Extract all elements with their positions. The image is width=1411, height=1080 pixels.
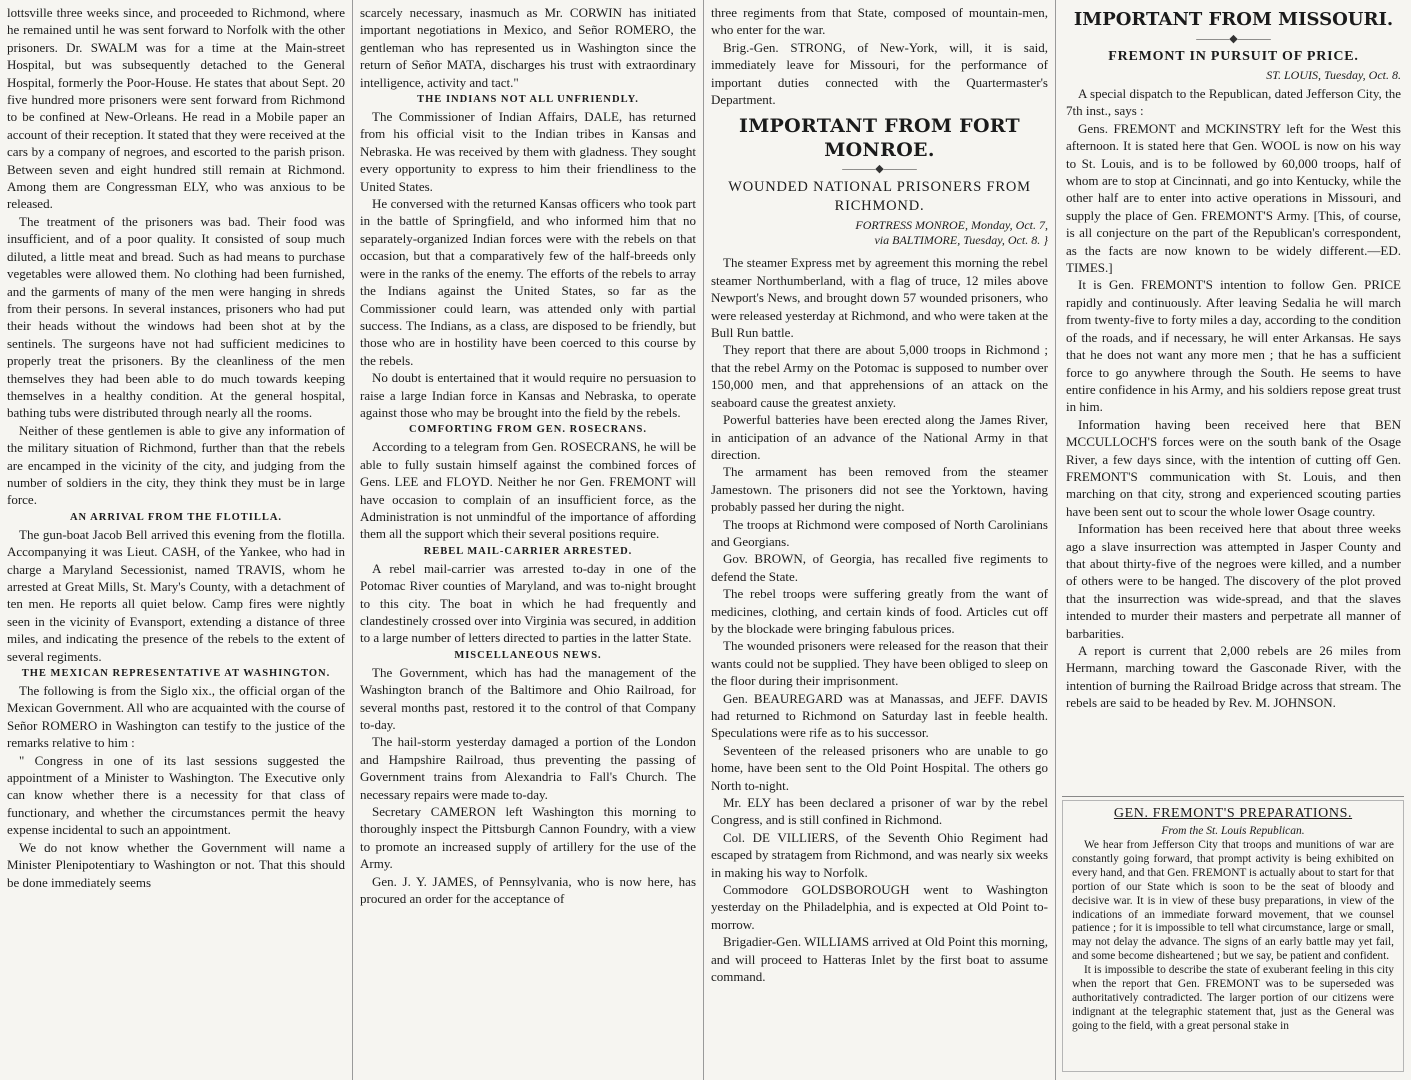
article-paragraph: scarcely necessary, inasmuch as Mr. CORWIN has initiated important negotiations in Mexico, and Señor ROMERO, the gentleman who has represented us in Washington since the return of Señor MATA, discharges his trust with extraordinary intelligence, activity and tact." <box>360 5 696 90</box>
dateline-line: FORTRESS MONROE, Monday, Oct. 7, <box>855 218 1048 233</box>
ornament-divider: ———◆——— <box>842 163 917 176</box>
section-subheading: THE INDIANS NOT ALL UNFRIENDLY. <box>417 94 639 106</box>
article-paragraph: three regiments from that State, composed of mountain-men, who enter for the war. <box>711 5 1048 38</box>
box-paragraph: We hear from Jefferson City that troops and munitions of war are constantly going forward, that prompt activity is being exhibited on every hand, and that Gen. FREMONT is actually about to start for that portion of our State which is soon to be the seat of bloody and decisive war. It is in view of these busy preparations, in view of the indications of an immediate forward movement, that we counsel patience ; for it is impossible to tell what circumstance, large or small, may not delay the advance. The signs of an early battle may yet fail, and some become disheartened ; but we say, be patient and confident. <box>1072 839 1394 963</box>
section-subheading: COMFORTING FROM GEN. ROSECRANS. <box>408 424 647 436</box>
ornament-divider: ———◆——— <box>1196 33 1271 45</box>
article-paragraph: The armament has been removed from the steamer Jamestown. The prisoners did not see the Yorktown, having probably passed her during the night. <box>711 464 1048 515</box>
article-paragraph: The gun-boat Jacob Bell arrived this evening from the flotilla. Accompanying it was Lieut. CASH, of the Yankee, who had in charge a Maryland Secessionist, named TRAVIS, whom he arrested at Great Mills, St. Mary's County, with a detachment of ten men. He reports all quiet below. Camp fires were nightly seen in the vicinity of Evansport, extending a distance of three miles, and indicating the presence of the rebels to the extent of several regiments. <box>7 526 345 664</box>
section-subheading: AN ARRIVAL FROM THE FLOTILLA. <box>69 511 283 523</box>
article-paragraph: The Commissioner of Indian Affairs, DALE, has returned from his official visit to the Indian tribes in Kansas and Nebraska. He was received by them with gladness. They sought every opportunity to express to him their friendliness to the United States. <box>360 109 696 194</box>
article-headline: IMPORTANT FROM MISSOURI. <box>1073 9 1394 30</box>
article-paragraph: A special dispatch to the Republican, dated Jefferson City, the 7th inst., says : <box>1066 86 1401 119</box>
article-paragraph: Information has been received here that about three weeks ago a slave insurrection was attempted in Jasper County and that about thirty-five of the negroes were killed, and a number of others were to be hanged. The discovery of the plot proved that the insurrection was wide-spread, and that the slaves intended to murder their masters and perpetrate all manner of barbarities. <box>1066 521 1401 641</box>
box-paragraph: It is impossible to describe the state of exuberant feeling in this city when the report that Gen. FREMONT was to be superseded was authoritatively contradicted. The larger portion of our citizens were indignant at the telegraphic statement that, just as the General was going to the field, with a great personal stake in <box>1072 964 1394 1032</box>
article-paragraph: According to a telegram from Gen. ROSECRANS, he will be able to fully sustain himself against the combined forces of Gens. LEE and FLOYD. Neither he nor Gen. FREMONT will have occasion to complain of an insufficient force, as the Administration is not unmindful of the importance of affording them all the support which their several positions require. <box>360 439 696 542</box>
box-subtitle: From the St. Louis Republican. <box>1161 825 1305 837</box>
article-paragraph: Commodore GOLDSBOROUGH went to Washington yesterday on the Philadelphia, and is expected at Old Point to-morrow. <box>711 882 1048 932</box>
article-paragraph: Powerful batteries have been erected along the James River, in anticipation of an advance of the National Army in that direction. <box>711 412 1048 462</box>
dateline-line: via BALTIMORE, Tuesday, Oct. 8. } <box>874 233 1048 248</box>
box-title: GEN. FREMONT'S PREPARATIONS. <box>1113 806 1353 821</box>
box-divider <box>1062 796 1404 797</box>
article-paragraph: Gen. BEAUREGARD was at Manassas, and JEFF. DAVIS had returned to Richmond on Saturday last in feeble health. Speculations were rife as to his successor. <box>711 690 1048 741</box>
article-paragraph: The steamer Express met by agreement this morning the rebel steamer Northumberland, with a flag of truce, 12 miles above Newport's News, and brought down 57 wounded prisoners, who were released yesterday at Richmond, and who were taken at the Bull Run battle. <box>711 255 1048 341</box>
article-paragraph: No doubt is entertained that it would require no persuasion to raise a large Indian force in Kansas and Nebraska, to operate against those who may be brought into the field by the rebels. <box>360 370 696 420</box>
article-subheadline: WOUNDED NATIONAL PRISONERS FROM RICHMOND. <box>728 179 1031 215</box>
article-paragraph: The following is from the Siglo xix., the official organ of the Mexican Government. All who are acquainted with the course of Señor ROMERO in Washington can testify to the justice of the remarks relative to him : <box>7 683 345 751</box>
article-paragraph: Brigadier-Gen. WILLIAMS arrived at Old Point this morning, and will proceed to Hatteras Inlet by the first boat to assume command. <box>711 934 1048 985</box>
section-subheading: THE MEXICAN REPRESENTATIVE AT WASHINGTON. <box>21 668 331 680</box>
column-3 <box>703 0 1055 1080</box>
article-paragraph: Brig.-Gen. STRONG, of New-York, will, it is said, immediately leave for Missouri, for the performance of important duties connected with the Quartermaster's Department. <box>711 39 1048 108</box>
article-paragraph: " Congress in one of its last sessions suggested the appointment of a Minister to Washington. The Executive only can know whether there is a necessity for that class of functionary, and whether the circumstances permit the heavy expense incidental to such an appointment. <box>7 752 345 838</box>
article-paragraph: Secretary CAMERON left Washington this morning to thoroughly inspect the Pittsburgh Cannon Foundry, with a view to promote an increased supply of artillery for the use of the Army. <box>360 804 696 872</box>
dateline <box>711 218 1048 248</box>
article-paragraph: Gens. FREMONT and MCKINSTRY left for the West this afternoon. It is stated here that Gen. WOOL is now on his way to St. Louis, and is to be followed by 60,000 troops, half of whom are to stop at Cincinnati, and go into Kentucky, while the other half are to enter into active operations in Missouri, and supply the place of Gen. FREMONT'S Army. [This, of course, is all conjecture on the part of the Republican's correspondent, as the facts are now known to be widely different.—ED. TIMES.] <box>1066 120 1401 276</box>
article-paragraph: The hail-storm yesterday damaged a portion of the London and Hampshire Railroad, thus preventing the passing of Government trains from Alexandria to Fall's Church. The necessary repairs were made to-day. <box>360 734 696 802</box>
article-paragraph: Neither of these gentlemen is able to give any information of the military situation of Richmond, further than that the rebels are encamped in the vicinity of the city, and judging from the number of soldiers in the city, they think they must be in large force. <box>7 422 345 508</box>
article-headline: IMPORTANT FROM FORT MONROE. <box>739 115 1020 162</box>
article-paragraph: They report that there are about 5,000 troops in Richmond ; that the rebel Army on the Potomac is supposed to number over 150,000 men, and that apprehensions of an attack on the seaboard cause the greatest anxiety. <box>711 342 1048 410</box>
fremont-preparations-box <box>1062 800 1404 1072</box>
section-subheading: REBEL MAIL-CARRIER ARRESTED. <box>423 545 633 557</box>
article-paragraph: Seventeen of the released prisoners who are unable to go home, have been sent to the Old Point Hospital. The others go North to-night. <box>711 742 1048 793</box>
article-subheadline: FREMONT IN PURSUIT OF PRICE. <box>1108 49 1359 64</box>
article-paragraph: The treatment of the prisoners was bad. Their food was insufficient, and of a poor quality. It consisted of soup much diluted, a little meat and bread. Such as had means to purchase vegetables were allowed them. No clothing had been furnished, and the garments of many of the men were hanging in shreds from their persons. In several instances, prisoners who had put their heads without the windows had been shot at by the sentinels. The surgeons have not had sufficient medicines to properly treat the prisoners. By the cleanliness of the men themselves they had been able to do much towards keeping themselves in a healthy condition. At the general hospital, bathing tubs were distributed through nearly all the rooms. <box>7 213 345 421</box>
article-paragraph: Gov. BROWN, of Georgia, has recalled five regiments to defend the State. <box>711 551 1048 584</box>
article-paragraph: The troops at Richmond were composed of North Carolinians and Georgians. <box>711 516 1048 549</box>
article-paragraph: The rebel troops were suffering greatly from the want of medicines, clothing, and certain kinds of food. Articles cut off by the blockade were bringing fabulous prices. <box>711 586 1048 636</box>
article-paragraph: The Government, which has had the management of the Washington branch of the Baltimore and Ohio Railroad, for several months past, restored it to the control of that Company to-day. <box>360 664 696 733</box>
article-paragraph: A rebel mail-carrier was arrested to-day in one of the Potomac River counties of Maryland, and was to-night brought to this city. The boat in which he had frequently and clandestinely crossed over into Virginia was secured, in addition to a large number of letters directed to parties in the latter State. <box>360 560 696 646</box>
article-paragraph: A report is current that 2,000 rebels are 26 miles from Hermann, marching toward the Gasconade River, with the intention of burning the Railroad Bridge across that stream. The rebels are said to be headed by Rev. M. JOHNSON. <box>1066 643 1401 711</box>
article-paragraph: lottsville three weeks since, and proceeded to Richmond, where he remained until he was sent forward to Norfolk with the other prisoners. Dr. SWALM was for a time at the Main-street Hospital, but was subsequently detached to the General Hospital, formerly the Poor-House. He states that about Sept. 20 five hundred more prisoners were sent forward from Richmond to be confined at New-Orleans. He read in a Mobile paper an account of their reception. It stated that they were received at the cars by a company of negroes, and escorted to the parish prison. Between seven and eight hundred still remain at Richmond. Among them are Congressman ELY, who was anxious to be released. <box>7 5 345 212</box>
article-paragraph: We do not know whether the Government will name a Minister Plenipotentiary to Washington or not. That this should be done immediately seems <box>7 839 345 890</box>
article-paragraph: He conversed with the returned Kansas officers who took part in the battle of Springfield, and who informed him that no separately-organized Indian forces were with the rebels on that occasion, but that a comparatively few of the half-breeds only were in the ranks of the enemy. The efforts of the rebels to array the Indians against the United States, so far as the Commissioner could learn, was attended only with partial success. The Indians, as a class, are disposed to be friendly, but those who are in hostility have been coerced to this course by the rebels. <box>360 196 696 368</box>
column-1 <box>0 0 352 1080</box>
article-paragraph: It is Gen. FREMONT'S intention to follow Gen. PRICE rapidly and continuously. After leaving Sedalia he will march from twenty-five to forty miles a day, according to the condition of the roads, and if necessary, he will enter Arkansas. He says that he does not want any more men ; that he has a sufficient force to go anywhere through the South. He seems to have entire confidence in his Army, and his soldiers repose great trust in him. <box>1066 277 1401 415</box>
article-paragraph: Gen. J. Y. JAMES, of Pennsylvania, who is now here, has procured an order for the acceptance of <box>360 873 696 907</box>
article-paragraph: The wounded prisoners were released for the reason that their wants could not be supplied. They have been obliged to sleep on the floor during their imprisonment. <box>711 638 1048 689</box>
dateline: ST. LOUIS, Tuesday, Oct. 8. <box>1266 68 1401 82</box>
article-paragraph: Information having been received here that BEN MCCULLOCH'S forces were on the south bank of the Osage River, a few days since, with the intention of cutting off Gen. FREMONT'S communication with St. Louis, and then marching on that city, strong and experienced scouting parties have been sent out to scour the whole lower Osage country. <box>1066 416 1401 519</box>
section-subheading: MISCELLANEOUS NEWS. <box>454 649 602 661</box>
article-paragraph: Col. DE VILLIERS, of the Seventh Ohio Regiment had escaped by stratagem from Richmond, and was nearly six weeks in making his way to Norfolk. <box>711 829 1048 880</box>
column-2 <box>352 0 703 1080</box>
article-paragraph: Mr. ELY has been declared a prisoner of war by the rebel Congress, and is still confined in Richmond. <box>711 795 1048 828</box>
